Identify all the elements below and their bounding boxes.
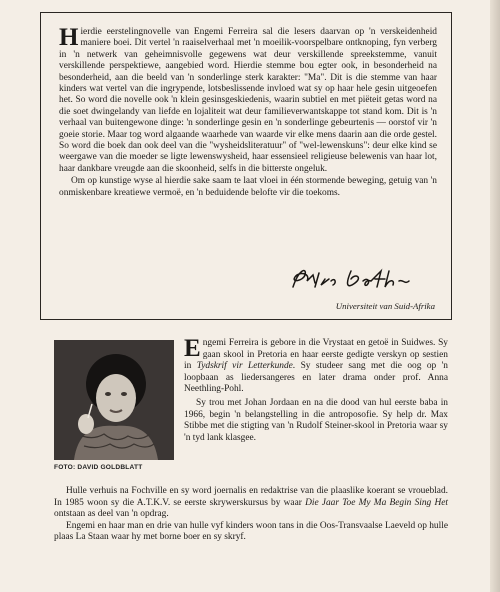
bio-dropcap: E (184, 335, 201, 362)
review-paragraph-2: Om op kunstige wyse al hierdie sake saam te laat vloei in één stormende beweging, getuig van 'n onmiskenbare kreatiewe vermoë, en 'n beduidende belofte vir die toekoms. (59, 176, 437, 198)
bio-paragraph-1-end: . Sy studeer sang met die oog op 'n loopbaan as liedersangeres en later drama onder prof. Anna Neethling-Pohl. (184, 361, 448, 395)
bio-paragraph-3-text: Hulle verhuis na Fochville en sy word joernalis en redaktrise van die plaaslike koerant se vroueblad. In 1985 woon sy die A.T.K.V. se eerste skrywerskursus by waar (54, 486, 448, 508)
bio-paragraph-3 (54, 486, 448, 521)
review-paragraph-1-text: ierdie eerstelingnovelle van Engemi Ferreira sal die lesers daarvan op 'n verskeidenheid maniere boei. Dit vertel 'n raaiselverhaal met 'n moeilik-voorspelbare ontknoping, fyn verberg in 'n netwerk van geheimnisvolle gegewens wat deur verskillende spreekstemme, vanuit verskillende perspektiewe, aangebied word. Hierdie stemme bou egter ook, in besonderheid na besonderheid, aan die beeld van 'n sonderlinge sterk karakter: "Ma". Dit is die stemme van haar kinders wat vertel van die ingrypende, lotsbeslissende invloed wat sy op haar hele gesin uitgeoefen het. So word die novelle ook 'n klein gesinsgeskiedenis, waarin subtiel en met piëteit getas word na die soet dwingelandy van liefde en lojaliteit wat deur familieverwantskappe tot stand kom. Dit is 'n verhaal van buitengewone dinge: 'n sonderlinge gesin en 'n sonderlinge gebeurtenis — oorstof vir 'n goeie storie. Maar tog word algaande waarhede van waarde vir elke mens daarin aan die orde gestel. So word die boek dan ook deel van die "wysheidsliteratuur" of "wel-lewenskuns": deur elke kind se weergawe van die moeder se ligte lewenswysheid, haar essensieel religieuse belewenis van haar lot, haar dankbare vreugde aan die skoonheid, selfs in die bitterste ongeluk. (59, 27, 437, 174)
review-dropcap: H (59, 24, 79, 51)
review-paragraph-1 (59, 24, 437, 175)
bio-paragraph-1-text: ngemi Ferreira is gebore in die Vrystaat en getoë in Suidwes. Sy gaan skool in Pretoria en haar eerste gedigte verskyn op sestien in (184, 338, 448, 372)
review-box (40, 12, 452, 320)
bio-paragraph-4: Engemi en haar man en drie van hulle vyf kinders woon tans in die Oos-Transvaalse Laeveld op hulle plaas La Staan waar hy met borne boer en sy skryf. (54, 520, 448, 543)
author-bio-side (184, 335, 448, 444)
bio-paragraph-3-end: ontstaan as deel van 'n opdrag. (54, 509, 169, 520)
author-portrait-image (54, 340, 174, 460)
photo-credit: FOTO: DAVID GOLDBLATT (54, 464, 143, 471)
bio-book-title: Die Jaar Toe My Ma Begin Sing Het (305, 497, 448, 508)
reviewer-affiliation: Universiteit van Suid-Afrika (335, 301, 435, 311)
page-edge (490, 0, 500, 592)
signature-image (285, 265, 425, 293)
author-bio-full (54, 486, 448, 544)
bio-paragraph-2: Sy trou met Johan Jordaan en na die dood van hul eerste baba in 1966, begin 'n belangstelling in die antroposofie. Sy help dr. Max Stibbe met die stigting van 'n Rudolf Steiner-skool in Pretoria waar sy 'n tyd lank klasgee. (184, 397, 448, 443)
author-photo (54, 340, 174, 460)
bio-paragraph-1 (184, 335, 448, 396)
bio-journal-title: Tydskrif vir Letterkunde (196, 361, 293, 372)
